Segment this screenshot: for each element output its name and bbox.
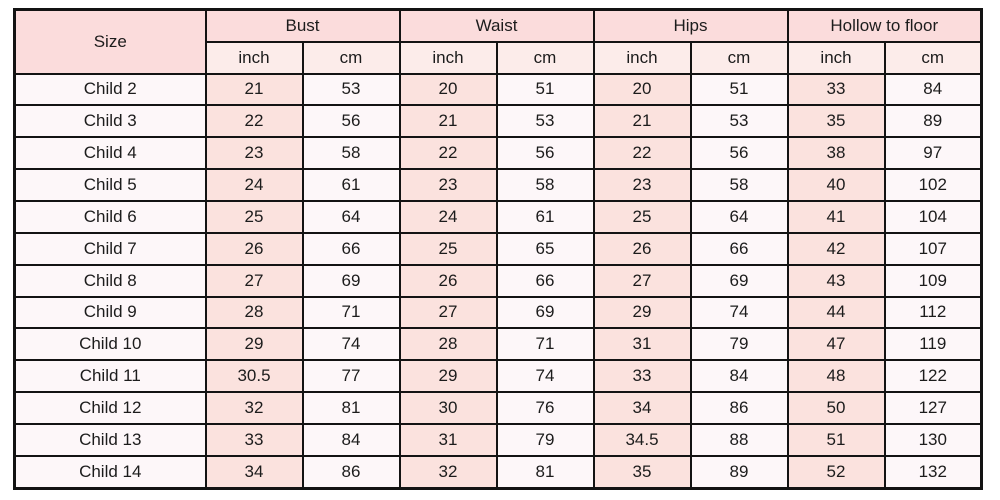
measurement-cell-inch: 43 [788,265,885,297]
measurement-cell-cm: 64 [303,201,400,233]
measurement-cell-cm: 56 [691,137,788,169]
measurement-cell-inch: 21 [400,105,497,137]
measurement-cell-cm: 58 [497,169,594,201]
table-row [15,105,982,137]
measurement-cell-inch: 25 [400,233,497,265]
measurement-cell-cm: 51 [691,74,788,106]
table-body [15,74,982,489]
measurement-cell-inch: 41 [788,201,885,233]
measurement-cell-inch: 25 [206,201,303,233]
measurement-cell-inch: 50 [788,392,885,424]
unit-header-waist-cm: cm [497,42,594,74]
measurement-cell-inch: 52 [788,456,885,489]
measurement-cell-inch: 22 [206,105,303,137]
measurement-cell-inch: 26 [400,265,497,297]
measurement-cell-cm: 81 [497,456,594,489]
measurement-cell-inch: 47 [788,328,885,360]
unit-header-hollow-inch: inch [788,42,885,74]
unit-header-bust-cm: cm [303,42,400,74]
measurement-cell-inch: 29 [594,297,691,329]
table-row [15,424,982,456]
unit-header-hollow-cm: cm [885,42,982,74]
row-size-label: Child 14 [15,456,206,489]
measurement-cell-inch: 26 [206,233,303,265]
measurement-cell-inch: 25 [594,201,691,233]
row-size-label: Child 4 [15,137,206,169]
measurement-cell-cm: 66 [691,233,788,265]
measurement-cell-inch: 27 [594,265,691,297]
measurement-cell-inch: 44 [788,297,885,329]
measurement-cell-cm: 74 [691,297,788,329]
measurement-cell-inch: 38 [788,137,885,169]
measurement-cell-cm: 58 [691,169,788,201]
measurement-cell-cm: 97 [885,137,982,169]
measurement-cell-cm: 66 [303,233,400,265]
measurement-cell-cm: 53 [691,105,788,137]
row-size-label: Child 3 [15,105,206,137]
table-row [15,233,982,265]
unit-header-bust-inch: inch [206,42,303,74]
measurement-cell-inch: 23 [400,169,497,201]
measurement-cell-inch: 34.5 [594,424,691,456]
col-group-hollow-to-floor: Hollow to floor [788,10,982,42]
col-group-bust: Bust [206,10,400,42]
measurement-cell-cm: 74 [303,328,400,360]
measurement-cell-cm: 56 [303,105,400,137]
measurement-cell-inch: 32 [400,456,497,489]
col-group-hips: Hips [594,10,788,42]
measurement-cell-cm: 112 [885,297,982,329]
measurement-cell-cm: 79 [497,424,594,456]
measurement-cell-inch: 21 [594,105,691,137]
measurement-cell-inch: 24 [400,201,497,233]
measurement-cell-cm: 69 [497,297,594,329]
row-size-label: Child 13 [15,424,206,456]
col-group-waist: Waist [400,10,594,42]
measurement-cell-cm: 88 [691,424,788,456]
unit-header-hips-cm: cm [691,42,788,74]
unit-header-waist-inch: inch [400,42,497,74]
size-chart-table [13,8,983,490]
measurement-cell-inch: 33 [206,424,303,456]
group-header-row [15,10,982,42]
measurement-cell-cm: 53 [497,105,594,137]
measurement-cell-cm: 84 [691,360,788,392]
table-row [15,456,982,489]
measurement-cell-cm: 122 [885,360,982,392]
measurement-cell-cm: 89 [691,456,788,489]
measurement-cell-inch: 27 [400,297,497,329]
measurement-cell-inch: 48 [788,360,885,392]
measurement-cell-cm: 74 [497,360,594,392]
measurement-cell-cm: 76 [497,392,594,424]
measurement-cell-inch: 51 [788,424,885,456]
row-size-label: Child 6 [15,201,206,233]
measurement-cell-inch: 29 [206,328,303,360]
measurement-cell-cm: 69 [691,265,788,297]
measurement-cell-inch: 21 [206,74,303,106]
measurement-cell-inch: 33 [594,360,691,392]
measurement-cell-inch: 42 [788,233,885,265]
measurement-cell-cm: 61 [497,201,594,233]
measurement-cell-inch: 35 [594,456,691,489]
table-row [15,360,982,392]
measurement-cell-cm: 58 [303,137,400,169]
table-row [15,328,982,360]
measurement-cell-cm: 119 [885,328,982,360]
measurement-cell-inch: 20 [400,74,497,106]
measurement-cell-cm: 102 [885,169,982,201]
measurement-cell-cm: 77 [303,360,400,392]
col-header-size: Size [15,10,206,74]
measurement-cell-cm: 56 [497,137,594,169]
measurement-cell-cm: 81 [303,392,400,424]
row-size-label: Child 5 [15,169,206,201]
measurement-cell-inch: 22 [594,137,691,169]
row-size-label: Child 2 [15,74,206,106]
row-size-label: Child 11 [15,360,206,392]
table-row [15,297,982,329]
measurement-cell-inch: 30 [400,392,497,424]
measurement-cell-cm: 107 [885,233,982,265]
row-size-label: Child 7 [15,233,206,265]
measurement-cell-cm: 109 [885,265,982,297]
unit-header-hips-inch: inch [594,42,691,74]
measurement-cell-inch: 31 [594,328,691,360]
measurement-cell-cm: 69 [303,265,400,297]
measurement-cell-cm: 89 [885,105,982,137]
measurement-cell-cm: 84 [303,424,400,456]
measurement-cell-inch: 24 [206,169,303,201]
table-header [15,10,982,74]
measurement-cell-inch: 40 [788,169,885,201]
measurement-cell-inch: 28 [400,328,497,360]
measurement-cell-inch: 22 [400,137,497,169]
measurement-cell-inch: 34 [206,456,303,489]
measurement-cell-cm: 86 [691,392,788,424]
measurement-cell-cm: 127 [885,392,982,424]
measurement-cell-inch: 30.5 [206,360,303,392]
table-row [15,392,982,424]
measurement-cell-inch: 33 [788,74,885,106]
measurement-cell-cm: 79 [691,328,788,360]
measurement-cell-inch: 27 [206,265,303,297]
measurement-cell-cm: 71 [303,297,400,329]
table-row [15,201,982,233]
measurement-cell-inch: 23 [594,169,691,201]
table-row [15,74,982,106]
measurement-cell-cm: 71 [497,328,594,360]
measurement-cell-cm: 132 [885,456,982,489]
measurement-cell-cm: 64 [691,201,788,233]
measurement-cell-inch: 26 [594,233,691,265]
measurement-cell-cm: 51 [497,74,594,106]
measurement-cell-inch: 23 [206,137,303,169]
measurement-cell-inch: 31 [400,424,497,456]
row-size-label: Child 12 [15,392,206,424]
measurement-cell-cm: 53 [303,74,400,106]
table-row [15,169,982,201]
row-size-label: Child 9 [15,297,206,329]
measurement-cell-inch: 32 [206,392,303,424]
measurement-cell-cm: 61 [303,169,400,201]
table-row [15,137,982,169]
measurement-cell-cm: 66 [497,265,594,297]
measurement-cell-cm: 65 [497,233,594,265]
measurement-cell-cm: 104 [885,201,982,233]
measurement-cell-cm: 86 [303,456,400,489]
measurement-cell-inch: 20 [594,74,691,106]
measurement-cell-cm: 84 [885,74,982,106]
measurement-cell-cm: 130 [885,424,982,456]
measurement-cell-inch: 35 [788,105,885,137]
measurement-cell-inch: 34 [594,392,691,424]
table-row [15,265,982,297]
measurement-cell-inch: 28 [206,297,303,329]
row-size-label: Child 10 [15,328,206,360]
measurement-cell-inch: 29 [400,360,497,392]
row-size-label: Child 8 [15,265,206,297]
